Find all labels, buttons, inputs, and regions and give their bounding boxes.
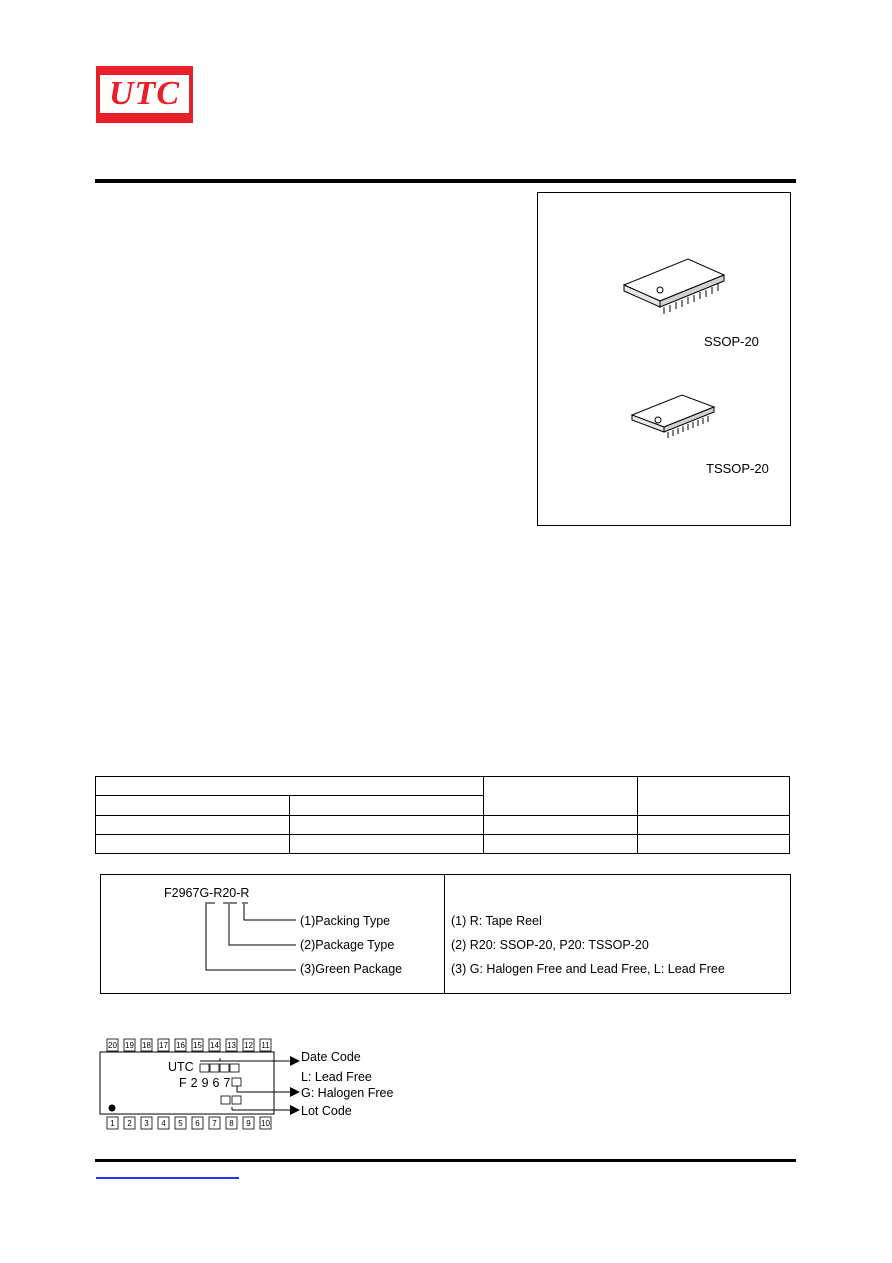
table-cell [96, 777, 484, 796]
marking-lead-free: L: Lead Free [301, 1070, 372, 1084]
pin-number: 17 [159, 1041, 168, 1050]
package-label-ssop20: SSOP-20 [704, 334, 759, 349]
pin-number: 11 [261, 1041, 270, 1050]
ssop20-chip-icon [618, 253, 728, 323]
table-cell [637, 815, 789, 834]
table-cell [637, 777, 789, 816]
pin-number: 7 [212, 1119, 217, 1128]
package-box [537, 192, 791, 526]
pin-number: 6 [195, 1119, 200, 1128]
table-cell [290, 834, 484, 853]
table-cell [96, 834, 290, 853]
marking-lot-code: Lot Code [301, 1104, 352, 1118]
field-desc-green: (3) G: Halogen Free and Lead Free, L: Lead Free [451, 962, 725, 976]
pin-number: 2 [127, 1119, 132, 1128]
pin-number: 15 [193, 1041, 202, 1050]
footer-link[interactable] [96, 1177, 239, 1179]
utc-logo [96, 66, 193, 123]
pin-number: 19 [125, 1041, 134, 1050]
pin-number: 4 [161, 1119, 166, 1128]
table-cell [290, 815, 484, 834]
table-cell [484, 815, 637, 834]
table-row [96, 834, 790, 853]
field-label-packing: (1)Packing Type [300, 914, 391, 928]
pin-number: 16 [176, 1041, 185, 1050]
pin-number: 3 [144, 1119, 149, 1128]
field-label-package: (2)Package Type [300, 938, 395, 952]
pin-number: 12 [244, 1041, 253, 1050]
pin-number: 13 [227, 1041, 236, 1050]
tssop20-chip-icon [628, 391, 718, 443]
divider [444, 875, 445, 993]
pin-number: 10 [261, 1119, 270, 1128]
part-number-box [100, 874, 791, 994]
header-rule [95, 179, 796, 183]
field-desc-package: (2) R20: SSOP-20, P20: TSSOP-20 [451, 938, 649, 952]
table-cell [96, 796, 290, 815]
table-row [96, 777, 790, 796]
logo-text: UTC [109, 75, 180, 112]
marking-date-code: Date Code [301, 1050, 361, 1064]
pin-number: 9 [246, 1119, 251, 1128]
ordering-table [95, 776, 790, 854]
field-label-green: (3)Green Package [300, 962, 403, 976]
field-desc-packing: (1) R: Tape Reel [451, 914, 542, 928]
marking-halogen-free: G: Halogen Free [301, 1086, 394, 1100]
table-cell [290, 796, 484, 815]
table-cell [484, 834, 637, 853]
marking-line-utc: UTC [168, 1060, 194, 1074]
pin-number: 18 [142, 1041, 151, 1050]
pin-number: 5 [178, 1119, 183, 1128]
part-number-code: F2967G-R20-R [164, 886, 250, 900]
table-cell [637, 834, 789, 853]
marking-line-part: F2967 [179, 1076, 235, 1090]
table-row [96, 815, 790, 834]
table-cell [484, 777, 637, 816]
pin-number: 20 [108, 1041, 117, 1050]
pin-number: 8 [229, 1119, 234, 1128]
pin-number: 1 [110, 1119, 115, 1128]
pin-number: 14 [210, 1041, 219, 1050]
package-label-tssop20: TSSOP-20 [706, 461, 769, 476]
footer-rule [95, 1159, 796, 1162]
table-cell [96, 815, 290, 834]
